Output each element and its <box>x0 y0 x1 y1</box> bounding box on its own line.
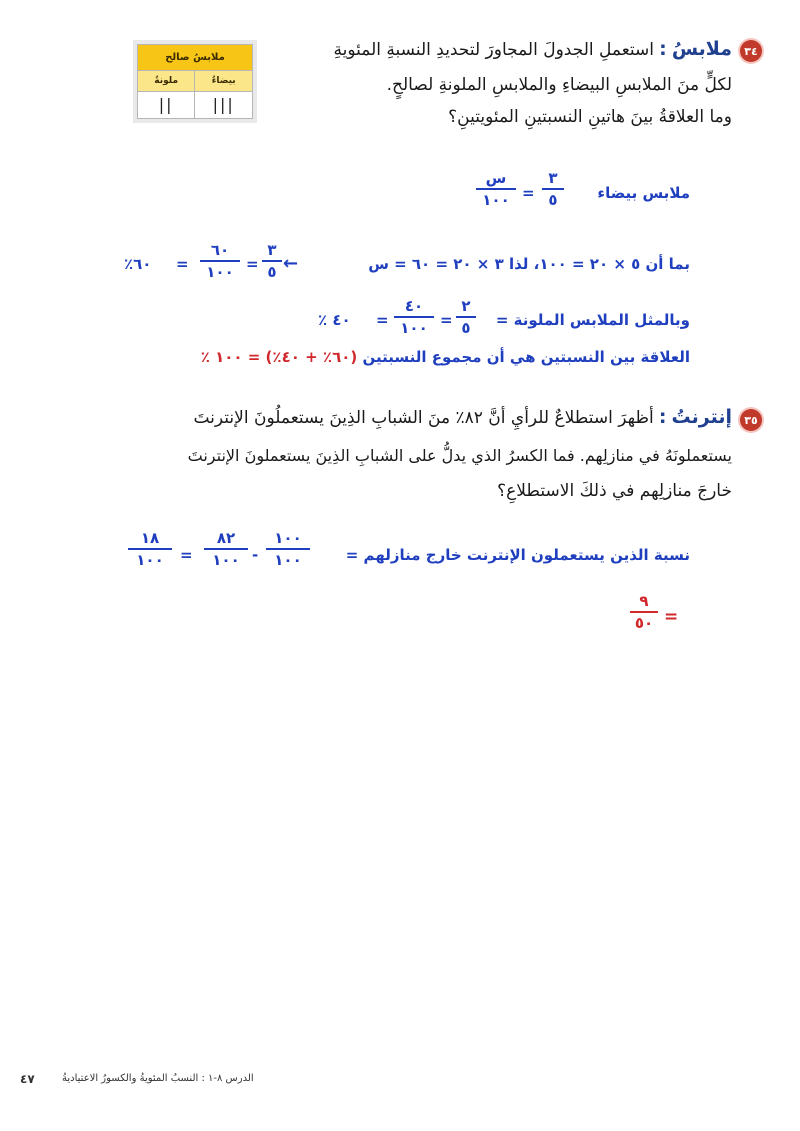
problem-34-text-line-1: استعملِ الجدولَ المجاورَ لتحديدِ النسبةِ المئويةِ <box>333 40 655 60</box>
table-tally-colored: || <box>138 91 195 118</box>
answer-34-line-2-fraction-3-5: ٣ ٥ <box>262 242 282 280</box>
problem-35-number-badge: ٣٥ <box>740 409 762 431</box>
answer-34-fraction-3-5: ٣ ٥ <box>542 170 564 208</box>
problem-35-text-line-1: أظهرَ استطلاعٌ للرأيِ أنَّ ٨٢٪ منَ الشبابِ الذِينَ يستعملُونَ الإنترنتَ <box>193 408 654 428</box>
answer-35-fraction-100-100: ١٠٠ ١٠٠ <box>266 530 310 568</box>
problem-35-text-line-3: خارجَ منازلِهم في ذلكَ الاستطلاعِ؟ <box>497 481 732 501</box>
answer-34-fraction-s-100: س ١٠٠ <box>476 170 516 208</box>
table-col-white: بيضاءُ <box>195 70 253 91</box>
answer-34-line-3-fraction-2-5: ٢ ٥ <box>456 298 476 336</box>
problem-34-text-line-2: لكلٍّ منَ الملابسِ البيضاءِ والملابسِ الملونةِ لصالحٍ. <box>386 75 732 95</box>
problem-35-heading-line <box>132 406 732 428</box>
answer-35-fraction-18-100: ١٨ ١٠٠ <box>128 530 172 568</box>
answer-34-line-2-percent: ٪٦٠ <box>124 255 152 273</box>
answer-34-line-2-fraction-60-100: ٦٠ ١٠٠ <box>200 242 240 280</box>
answer-34-relation-equation: (٦٠٪ + ٤٠٪) = ١٠٠ ٪ <box>200 348 358 366</box>
answer-35-fraction-82-100: ٨٢ ١٠٠ <box>204 530 248 568</box>
answer-35-label: نسبة الذين يستعملون الإنترنت خارج منازلهم = <box>345 546 690 564</box>
table-title: ملابسُ صالح <box>138 45 253 71</box>
answer-35-minus: - <box>252 546 259 564</box>
answer-34-relation-line <box>201 348 690 366</box>
answer-35-final-fraction: ٩ ٥٠ <box>630 593 658 631</box>
answer-34-line-3-percent: ٪ ٤٠ <box>318 311 351 329</box>
page-number: ٤٧ <box>20 1072 35 1086</box>
answer-34-line-3-fraction-40-100: ٤٠ ١٠٠ <box>394 298 434 336</box>
answer-34-line-3-text: وبالمثل الملابس الملونة = <box>495 311 690 329</box>
problem-35-text-line-2: يستعملونَهُ في منازلِهم. فما الكسرُ الذي يدلُّ على الشبابِ الذِينَ يستعملونَ الإنترنتَ <box>187 446 732 465</box>
problem-34-title: ملابسُ <box>671 38 732 60</box>
problem-35-colon: : <box>658 406 667 428</box>
problem-34-heading-line <box>292 38 732 60</box>
answer-35-equals: = <box>180 546 193 564</box>
clothes-tally-table <box>137 44 253 119</box>
answer-35-final-equals: = <box>664 607 679 627</box>
footer-lesson-title: الدرس ٨-١ : النسبُ المئويةُ والكسورُ الاعتياديةُ <box>62 1073 254 1084</box>
answer-34-equals: = <box>522 184 535 202</box>
answer-34-relation-text: العلاقة بين النسبتين هي أن مجموع النسبتين <box>362 348 690 366</box>
problem-34-text-line-3: وما العلاقةُ بينَ هاتينِ النسبتينِ المئويتينِ؟ <box>448 107 732 127</box>
answer-34-line-2-text: بما أن ٥ × ٢٠ = ١٠٠، لذا ٣ × ٢٠ = ٦٠ = س <box>368 255 690 273</box>
arrow-left-icon: ← <box>283 253 299 274</box>
answer-34-white-label: ملابس بيضاء <box>597 184 690 202</box>
table-tally-white: ||| <box>195 91 253 118</box>
answer-34-line-2-equals-a: = <box>246 255 259 273</box>
page-footer <box>20 1072 35 1086</box>
answer-34-line-3-equals-b: = <box>376 311 389 329</box>
problem-34-colon: : <box>659 38 667 60</box>
answer-34-line-2-equals-b: = <box>176 255 189 273</box>
answer-34-line-3-equals-a: = <box>440 311 453 329</box>
problem-34-number-badge: ٣٤ <box>740 40 762 62</box>
table-col-colored: ملونةُ <box>138 70 195 91</box>
problem-35-title: إنترنتُ <box>671 406 732 428</box>
